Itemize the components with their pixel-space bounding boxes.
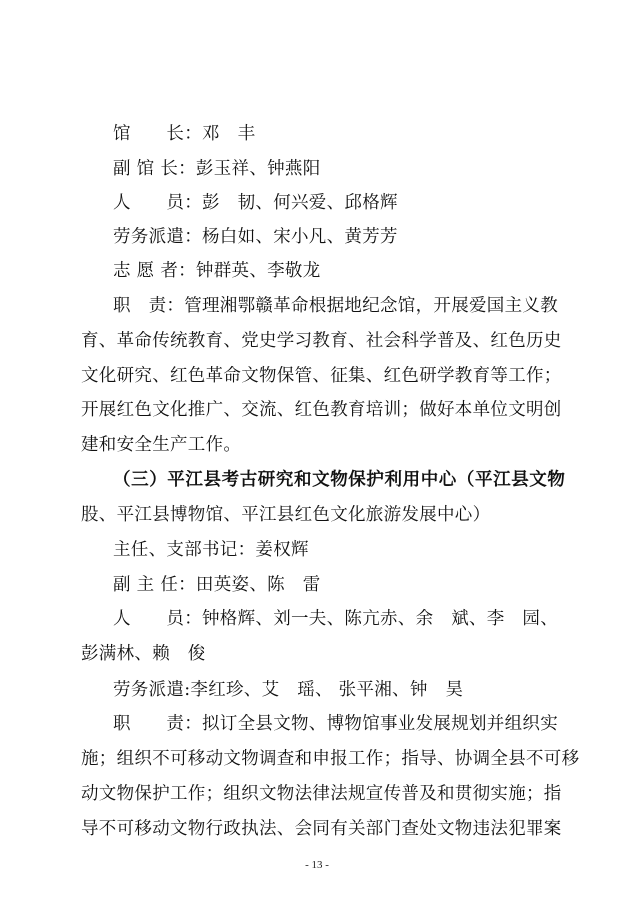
staff-line-dispatch-workers: 劳务派遣:李红珍、艾 瑶、 张平湘、钟 昊 (113, 680, 464, 700)
duties-paragraph-line: 职 责：管理湘鄂赣革命根据地纪念馆，开展爱国主义教 (113, 296, 558, 316)
staff-line-volunteers: 志 愿 者：钟群英、李敬龙 (113, 261, 321, 281)
duties-paragraph-line: 动文物保护工作；组织文物法律法规宣传普及和贯彻实施；指 (81, 784, 562, 804)
staff-line-personnel-continuation: 彭满林、赖 俊 (81, 644, 206, 664)
duties-paragraph-line: 导不可移动文物行政执法、会同有关部门查处文物违法犯罪案 (81, 819, 562, 839)
staff-line-personnel: 人 员：钟格辉、刘一夫、陈亢赤、余 斌、李 园、 (113, 609, 558, 629)
duties-paragraph-line: 职 责：拟订全县文物、博物馆事业发展规划并组织实 (113, 714, 558, 734)
section-heading-continuation: 股、平江县博物馆、平江县红色文化旅游发展中心） (81, 505, 491, 525)
staff-line-director: 馆 长：邓 丰 (113, 124, 256, 144)
staff-line-deputy-director: 副 主 任：田英姿、陈 雷 (113, 575, 321, 595)
duties-paragraph-line: 文化研究、红色革命文物保管、征集、红色研学教育等工作； (81, 366, 562, 386)
duties-paragraph-line: 建和安全生产工作。 (81, 435, 242, 455)
staff-line-deputy-director: 副 馆 长：彭玉祥、钟燕阳 (113, 159, 321, 179)
staff-line-personnel: 人 员：彭 韧、何兴爱、邱格辉 (113, 193, 398, 213)
staff-line-dispatch-workers: 劳务派遣：杨白如、宋小凡、黄芳芳 (113, 227, 398, 247)
duties-paragraph-line: 开展红色文化推广、交流、红色教育培训；做好本单位文明创 (81, 400, 562, 420)
staff-line-director-secretary: 主任、支部书记：姜权辉 (113, 540, 309, 560)
duties-paragraph-line: 育、革命传统教育、党史学习教育、社会科学普及、红色历史 (81, 331, 562, 351)
page-number: - 13 - (305, 859, 329, 871)
duties-paragraph-line: 施；组织不可移动文物调查和申报工作；指导、协调全县不可移 (81, 749, 580, 769)
section-heading: （三）平江县考古研究和文物保护利用中心（平江县文物 (113, 470, 566, 490)
